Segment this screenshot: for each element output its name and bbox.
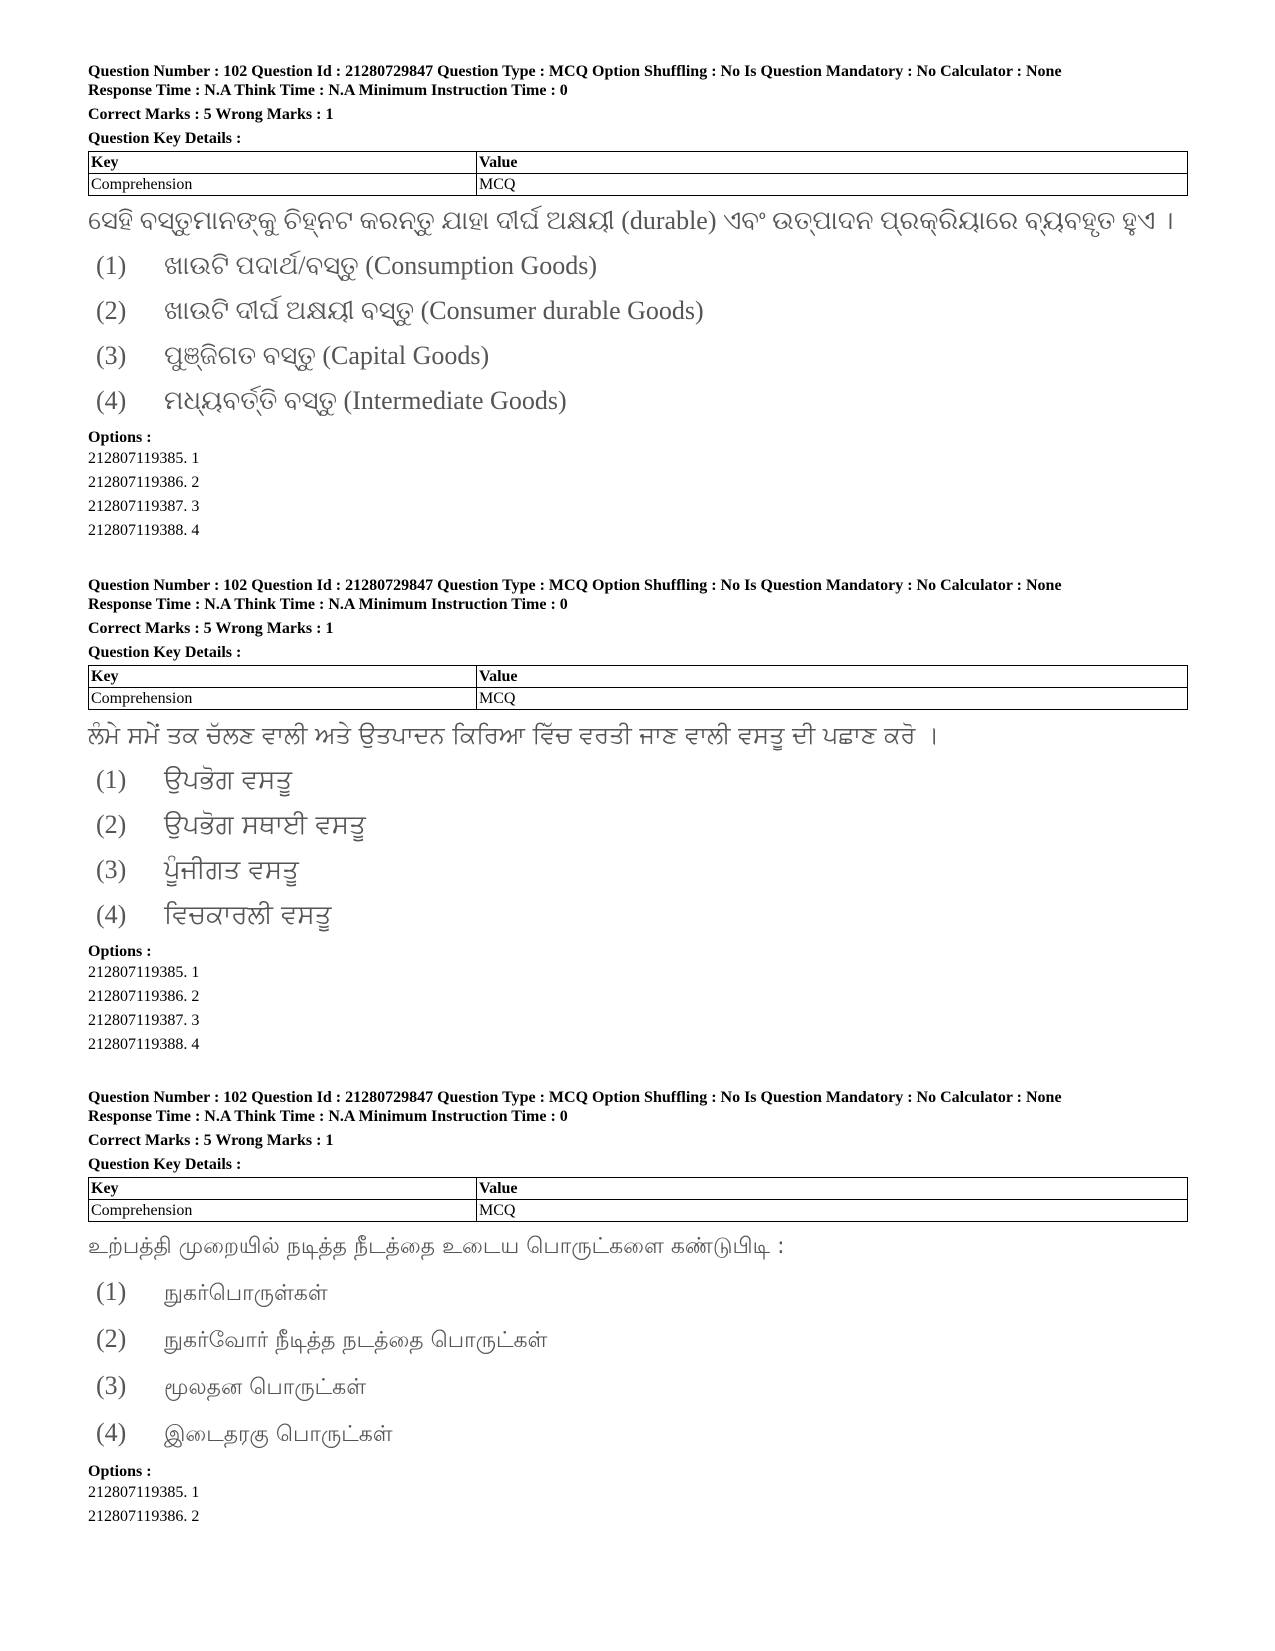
choice-3 <box>88 1369 1188 1405</box>
cell-key: Comprehension <box>89 688 477 710</box>
choice-1 <box>88 1275 1188 1311</box>
question-meta-line-2: Response Time : N.A Think Time : N.A Minimum Instruction Time : 0 <box>88 596 568 613</box>
question-meta-line-2: Response Time : N.A Think Time : N.A Minimum Instruction Time : 0 <box>88 1108 568 1125</box>
choice-number: (3) <box>96 855 127 884</box>
question-meta-line-1: Question Number : 102 Question Id : 21280729847 Question Type : MCQ Option Shuffling : No Is Question Mandatory : No Calculator : None <box>88 577 1062 594</box>
key-details-label: Question Key Details : <box>88 1156 242 1173</box>
options-label: Options : <box>88 943 152 960</box>
choice-2 <box>88 808 1188 842</box>
header-key: Key <box>89 666 477 688</box>
option-line: 212807119386. 2 <box>88 474 200 491</box>
header-value: Value <box>477 1178 1188 1200</box>
option-line: 212807119385. 1 <box>88 1484 200 1501</box>
marks-line: Correct Marks : 5 Wrong Marks : 1 <box>88 106 334 123</box>
key-details-label: Question Key Details : <box>88 130 242 147</box>
choice-text: ମଧ୍ୟବର୍ତ୍ତି ବସ୍ତୁ (Intermediate Goods) <box>164 386 567 415</box>
key-details-table <box>88 1177 1188 1222</box>
cell-key: Comprehension <box>89 1200 477 1222</box>
option-line: 212807119387. 3 <box>88 498 200 515</box>
choice-3 <box>88 339 1188 373</box>
choice-text: மூலதன பொருட்கள் <box>164 1375 367 1400</box>
choice-text: ਉਪਭੋਗ ਵਸਤੂ <box>164 765 293 795</box>
choice-4 <box>88 1416 1188 1452</box>
choice-text: இடைதரகு பொருட்கள் <box>164 1422 393 1447</box>
table-row <box>89 688 1188 710</box>
options-label: Options : <box>88 1463 152 1480</box>
choice-text: ਪੂੰਜੀਗਤ ਵਸਤੂ <box>164 855 299 885</box>
question-block-3 <box>88 1088 1188 1529</box>
choice-number: (1) <box>96 1277 127 1306</box>
choice-text: ଖାଉଟି ଦୀର୍ଘ ଅକ୍ଷୟୀ ବସ୍ତୁ (Consumer durable Goods) <box>164 296 704 325</box>
table-row <box>89 174 1188 196</box>
choice-text: நுகர்வோர் நீடித்த நடத்தை பொருட்கள் <box>164 1328 548 1353</box>
key-details-table <box>88 665 1188 710</box>
question-block-2 <box>88 576 1188 1057</box>
option-line: 212807119385. 1 <box>88 450 200 467</box>
option-line: 212807119388. 4 <box>88 1036 200 1053</box>
question-text: ਲੰਮੇ ਸਮੇਂ ਤਕ ਚੱਲਣ ਵਾਲੀ ਅਤੇ ਉਤਪਾਦਨ ਕਿਰਿਆ ਵਿੱਚ ਵਰਤੀ ਜਾਣ ਵਾਲੀ ਵਸਤੂ ਦੀ ਪਛਾਣ ਕਰੋ । <box>88 721 940 749</box>
cell-value: MCQ <box>477 1200 1188 1222</box>
choice-number: (3) <box>96 1371 127 1400</box>
choice-text: ਵਿਚਕਾਰਲੀ ਵਸਤੂ <box>164 900 332 930</box>
cell-value: MCQ <box>477 174 1188 196</box>
option-line: 212807119388. 4 <box>88 522 200 539</box>
header-key: Key <box>89 1178 477 1200</box>
cell-key: Comprehension <box>89 174 477 196</box>
question-meta-line-2: Response Time : N.A Think Time : N.A Minimum Instruction Time : 0 <box>88 82 568 99</box>
choice-number: (4) <box>96 900 127 929</box>
choice-1 <box>88 249 1188 283</box>
table-row <box>89 1200 1188 1222</box>
choice-text: நுகர்பொருள்கள் <box>164 1281 328 1306</box>
question-meta-line-1: Question Number : 102 Question Id : 21280729847 Question Type : MCQ Option Shuffling : No Is Question Mandatory : No Calculator : None <box>88 1089 1062 1106</box>
choice-2 <box>88 1322 1188 1358</box>
choice-2 <box>88 294 1188 328</box>
choice-number: (1) <box>96 765 127 794</box>
choice-text: ଖାଉଟି ପଦାର୍ଥ/ବସ୍ତୁ (Consumption Goods) <box>164 251 598 280</box>
table-header-row <box>89 152 1188 174</box>
option-line: 212807119386. 2 <box>88 988 200 1005</box>
option-line: 212807119385. 1 <box>88 964 200 981</box>
choice-4 <box>88 384 1188 418</box>
key-details-label: Question Key Details : <box>88 644 242 661</box>
choice-4 <box>88 898 1188 932</box>
choice-number: (4) <box>96 386 127 415</box>
key-details-table <box>88 151 1188 196</box>
option-line: 212807119387. 3 <box>88 1012 200 1029</box>
table-header-row <box>89 1178 1188 1200</box>
question-meta-line-1: Question Number : 102 Question Id : 21280729847 Question Type : MCQ Option Shuffling : No Is Question Mandatory : No Calculator : None <box>88 63 1062 80</box>
options-label: Options : <box>88 429 152 446</box>
choice-number: (1) <box>96 251 127 280</box>
header-value: Value <box>477 152 1188 174</box>
header-key: Key <box>89 152 477 174</box>
question-text: ସେହି ବସ୍ତୁମାନଙ୍କୁ ଚିହ୍ନଟ କରନ୍ତୁ ଯାହା ଦୀର୍ଘ ଅକ୍ଷୟୀ (durable) ଏବଂ ଉତ୍ପାଦନ ପ୍ରକ୍ରିୟାରେ ବ୍ୟବହୃତ ହୁଏ । <box>88 206 1174 235</box>
choice-text: ପୁଞ୍ଜିଗତ ବସ୍ତୁ (Capital Goods) <box>164 341 490 370</box>
question-text: உற்பத்தி முறையில் நடித்த நீடத்தை உடைய பொருட்களை கண்டுபிடி : <box>88 1234 785 1259</box>
choice-number: (2) <box>96 1324 127 1353</box>
marks-line: Correct Marks : 5 Wrong Marks : 1 <box>88 620 334 637</box>
choice-number: (2) <box>96 810 127 839</box>
choice-number: (3) <box>96 341 127 370</box>
choice-1 <box>88 763 1188 797</box>
question-block-1 <box>88 62 1188 543</box>
choice-3 <box>88 853 1188 887</box>
cell-value: MCQ <box>477 688 1188 710</box>
header-value: Value <box>477 666 1188 688</box>
choice-number: (4) <box>96 1418 127 1447</box>
option-line: 212807119386. 2 <box>88 1508 200 1525</box>
choice-text: ਉਪਭੋਗ ਸਥਾਈ ਵਸਤੂ <box>164 810 366 840</box>
choice-number: (2) <box>96 296 127 325</box>
table-header-row <box>89 666 1188 688</box>
marks-line: Correct Marks : 5 Wrong Marks : 1 <box>88 1132 334 1149</box>
